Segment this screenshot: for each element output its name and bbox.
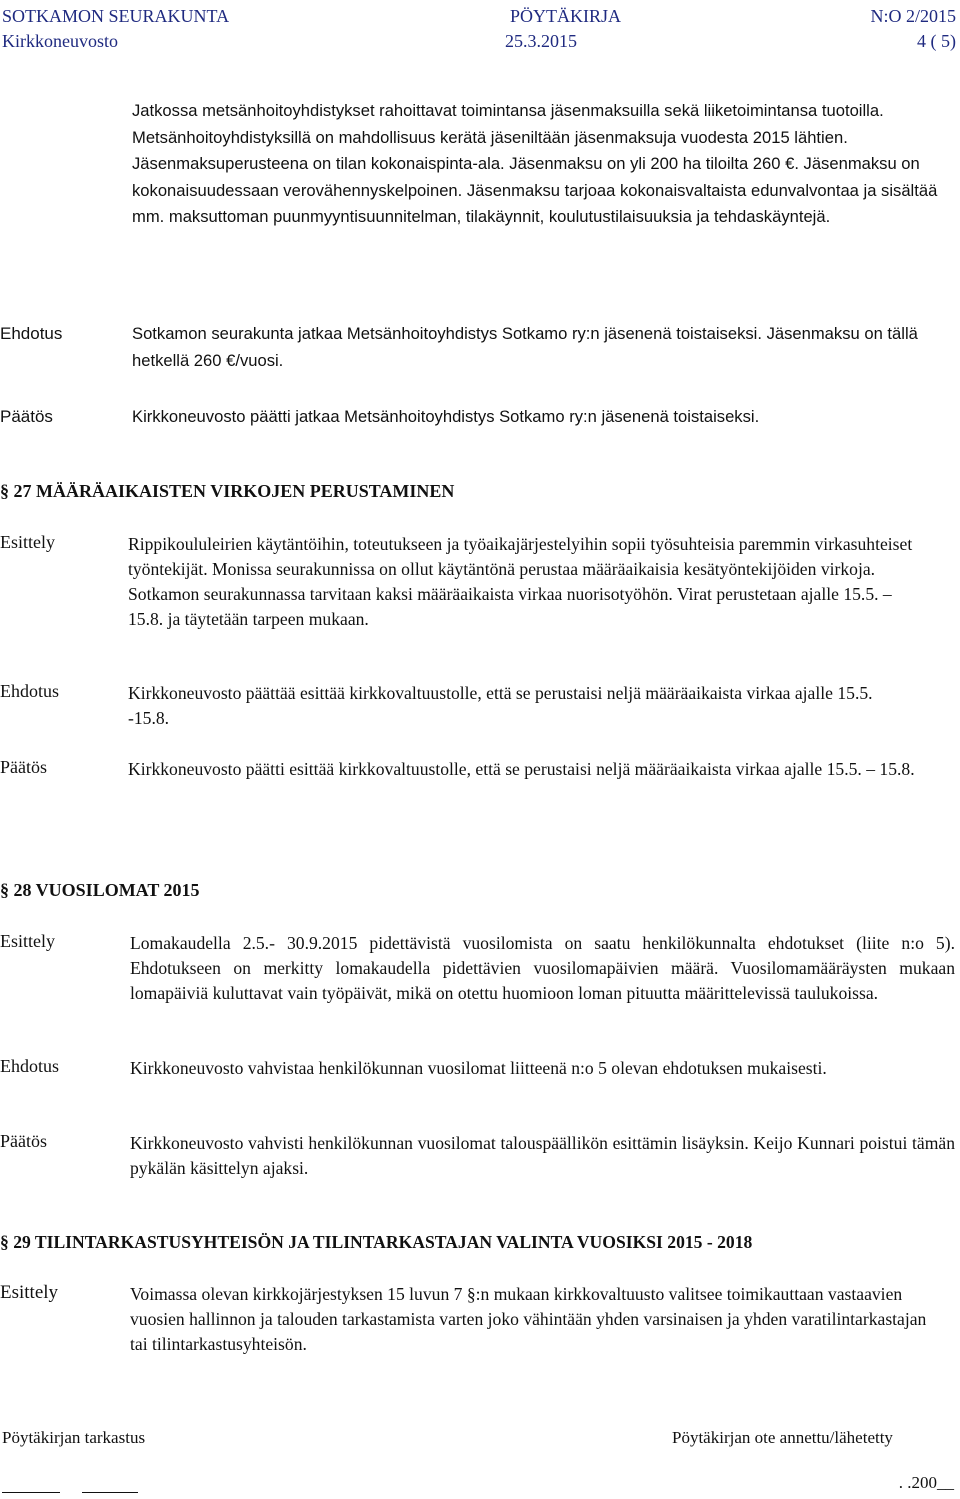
section27-esittely-label: Esittely (0, 532, 55, 552)
section28-paatos (130, 1131, 955, 1181)
page-header-row-1 (0, 6, 960, 32)
section27-paatos-text: Kirkkoneuvosto päätti esittää kirkkovaltuustolle, että se perustaisi neljä määräaikaista virkaa ajalle 15.5. – 15.8. (128, 759, 915, 779)
meeting-date: 25.3.2015 (505, 31, 577, 51)
section27-ehdotus-label: Ehdotus (0, 681, 60, 701)
section27-ehdotus-text: Kirkkoneuvosto päättää esittää kirkkovaltuustolle, että se perustaisi neljä määräaikaista virkaa ajalle 15.5. -15.8. (128, 683, 873, 728)
footer-date-stub: . .200__ (898, 1473, 954, 1492)
section28-paatos-text: Kirkkoneuvosto vahvisti henkilökunnan vuosilomat talouspäällikön esittämin lisäyksin. Keijo Kunnari poistui tämän pykälän käsittelyn ajaksi. (130, 1133, 955, 1178)
section27-esittely-text: Rippikoululeirien käytäntöihin, toteutukseen ja työaikajärjestelyihin sopii työsuhteisia paremmin virkasuhteiset työntekijät. Monissa seurakunnissa on ollut käytäntönä perustaa määräaikaisia kesätyöntekijöiden virkoja. Sotkamon seurakunnassa tarvitaan kaksi määräaikaista virkaa nuorisotyöhön. Virat perustetaan ajalle 15.5. – 15.8. ja täytetään tarpeen mukaan. (128, 534, 913, 629)
section29-esittely (130, 1282, 930, 1357)
section28-ehdotus (130, 1056, 955, 1081)
section29-title: § 29 TILINTARKASTUSYHTEISÖN JA TILINTARKASTAJAN VALINTA VUOSIKSI 2015 - 2018 (0, 1232, 753, 1252)
page-header-row-2 (0, 31, 960, 57)
meeting-body: Kirkkoneuvosto (2, 31, 118, 51)
section27-paatos (128, 757, 956, 782)
section28-esittely (130, 931, 955, 1006)
section27-esittely (128, 532, 918, 632)
section26-ehdotus (132, 321, 957, 374)
section27-title: § 27 MÄÄRÄAIKAISTEN VIRKOJEN PERUSTAMINEN (0, 481, 455, 501)
section26-ehdotus-label: Ehdotus (0, 324, 63, 343)
section28-esittely-label: Esittely (0, 931, 55, 951)
section26-paatos-label: Päätös (0, 407, 53, 426)
section28-title: § 28 VUOSILOMAT 2015 (0, 880, 200, 900)
section28-ehdotus-label: Ehdotus (0, 1056, 60, 1076)
section26-paatos (132, 404, 957, 431)
section27-paatos-label: Päätös (0, 757, 47, 777)
section26-ehdotus-text: Sotkamon seurakunta jatkaa Metsänhoitoyhdistys Sotkamo ry:n jäsenenä toistaiseksi. Jäsenmaksu on tällä hetkellä 260 €/vuosi. (132, 324, 918, 370)
section28-esittely-text: Lomakaudella 2.5.- 30.9.2015 pidettävistä vuosilomista on saatu henkilökunnalta ehdotukset (liite n:o 5). Ehdotukseen on merkitty lomakaudella pidettävien vuosilomapäivien määrä. Vuosilomamääräysten mukaan lomapäiviä kuluttavat vain työpäivät, mikä on otettu huomioon loman pituutta määrittelevissä taulukoissa. (130, 933, 955, 1003)
section29-esittely-text: Voimassa olevan kirkkojärjestyksen 15 luvun 7 §:n mukaan kirkkovaltuusto valitsee toimikauttaan vastaavien vuosien hallinnon ja talouden tarkastamista varten joko vähintään yhden varsinaisen ja yhden varatilintarkastajan tai tilintarkastusyhteisön. (130, 1284, 927, 1354)
signature-line-2 (82, 1492, 138, 1493)
page-number: 4 ( 5) (917, 31, 956, 51)
doc-number: N:O 2/2015 (870, 6, 956, 26)
org-name: SOTKAMON SEURAKUNTA (2, 6, 230, 26)
section26-paatos-text: Kirkkoneuvosto päätti jatkaa Metsänhoitoyhdistys Sotkamo ry:n jäsenenä toistaiseksi. (132, 407, 760, 426)
signature-line-1 (2, 1492, 60, 1493)
section29-esittely-label: Esittely (0, 1282, 59, 1303)
footer-left-label: Pöytäkirjan tarkastus (2, 1428, 146, 1447)
section28-ehdotus-text: Kirkkoneuvosto vahvistaa henkilökunnan vuosilomat liitteenä n:o 5 olevan ehdotuksen mukaisesti. (130, 1058, 827, 1078)
footer-right-label: Pöytäkirjan ote annettu/lähetetty (672, 1428, 893, 1447)
section26-intro-text: Jatkossa metsänhoitoyhdistykset rahoittavat toimintansa jäsenmaksuilla sekä liiketoimintansa tuotoilla. Metsänhoitoyhdistyksillä on mahdollisuus kerätä jäseniltään jäsenmaksuja vuodesta 2015 lähtien. Jäsenmaksuperusteena on tilan kokonaispinta-ala. Jäsenmaksu on yli 200 ha tiloilta 260 €. Jäsenmaksu on kokonaisuudessaan verovähennyskelpoinen. Jäsenmaksu tarjoaa kokonaisvaltaista edunvalvontaa ja sisältää mm. maksuttoman puunmyyntisuunnitelman, tilakäynnit, koulutustilaisuuksia ja tehdaskäyntejä. (132, 101, 938, 226)
section26-intro (132, 98, 952, 231)
section27-ehdotus (128, 681, 908, 731)
section28-paatos-label: Päätös (0, 1131, 47, 1151)
doc-type: PÖYTÄKIRJA (510, 6, 622, 26)
